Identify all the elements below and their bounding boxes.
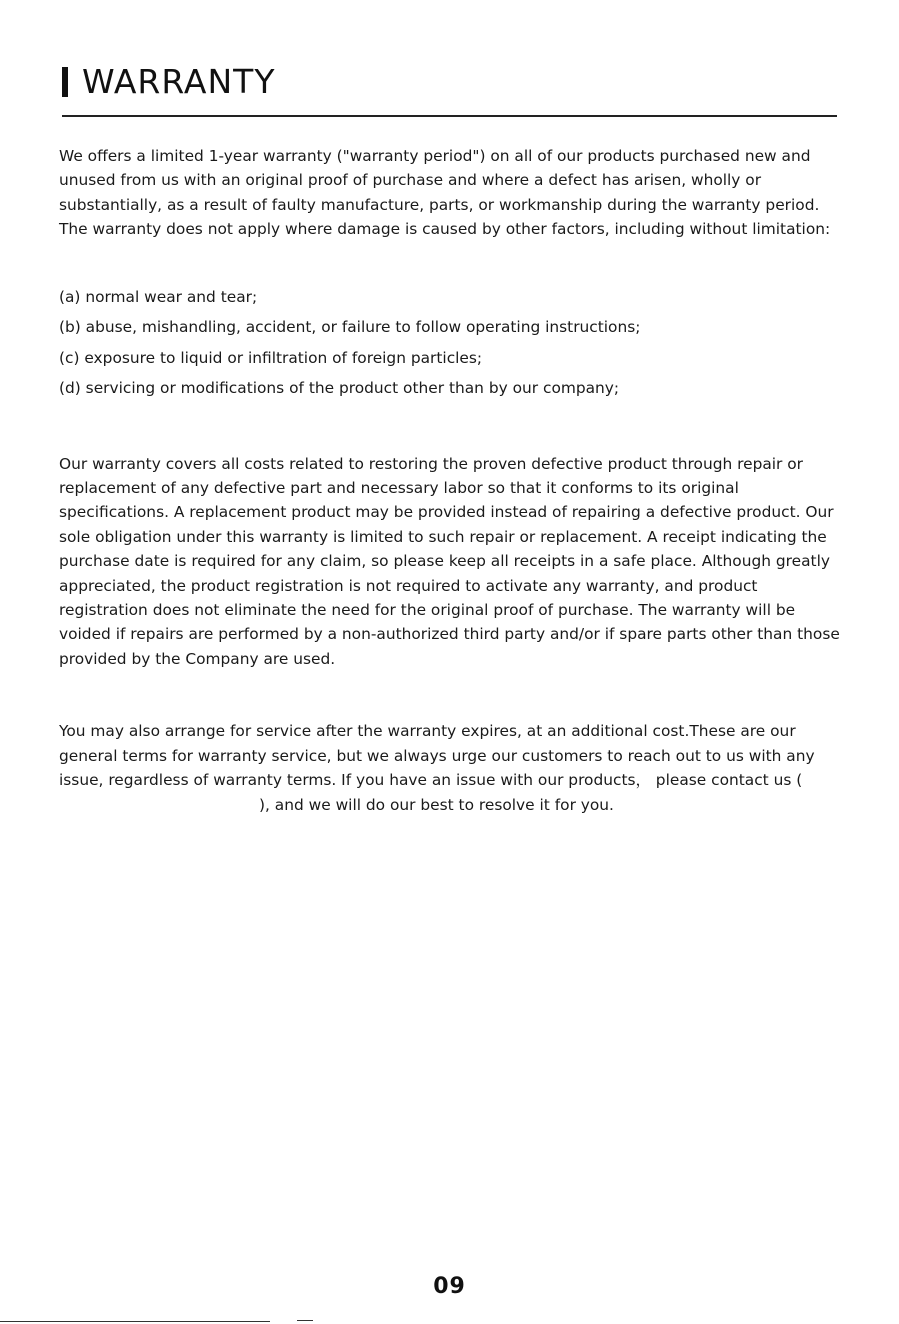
service-text-after: ), and we will do our best to resolve it for you. bbox=[259, 795, 614, 814]
exclusion-item: (a) normal wear and tear; bbox=[59, 287, 258, 306]
page-number: 09 bbox=[433, 1274, 466, 1299]
service-paragraph bbox=[59, 719, 844, 817]
exclusion-item: (b) abuse, mishandling, accident, or failure to follow operating instructions; bbox=[59, 318, 641, 337]
warranty-body bbox=[59, 144, 844, 817]
exclusion-item: (c) exposure to liquid or infiltration of foreign particles; bbox=[59, 348, 483, 367]
footer-rule bbox=[0, 1321, 270, 1322]
coverage-paragraph: Our warranty covers all costs related to restoring the proven defective product through repair or replacement of any defective part and necessary labor so that it conforms to its original specifications. A replacement product may be provided instead of repairing a defective product. Our sole obligation under this warranty is limited to such repair or replacement. A receipt indicating the purchase date is required for any claim, so please keep all receipts in a safe place. Although greatly appreciated, the product registration is not required to activate any warranty, and product registration does not eliminate the need for the original proof of purchase. The warranty will be voided if repairs are performed by a non-authorized third party and/or if spare parts other than those provided by the Company are used. bbox=[59, 454, 840, 668]
service-text-before: You may also arrange for service after the warranty expires, at an additional cost.These are our general terms for warranty service, but we always urge our customers to reach out to us with any issue, regardless of warranty terms. If you have an issue with our products， please contact us ( bbox=[59, 722, 815, 790]
exclusion-item: (d) servicing or modifications of the product other than by our company; bbox=[59, 379, 620, 398]
footer-mark bbox=[297, 1320, 313, 1321]
warranty-intro-paragraph: We offers a limited 1-year warranty ("warranty period") on all of our products purchased new and unused from us with an original proof of purchase and where a defect has arisen, wholly or substantially, as a result of faulty manufacture, parts, or workmanship during the warranty period. The warranty does not apply where damage is caused by other factors, including without limitation: bbox=[59, 147, 831, 239]
header-divider bbox=[62, 115, 837, 117]
title-accent-bar bbox=[62, 67, 68, 97]
exclusions-list bbox=[59, 282, 844, 404]
page-title: WARRANTY bbox=[82, 62, 276, 101]
page-header bbox=[62, 62, 276, 102]
